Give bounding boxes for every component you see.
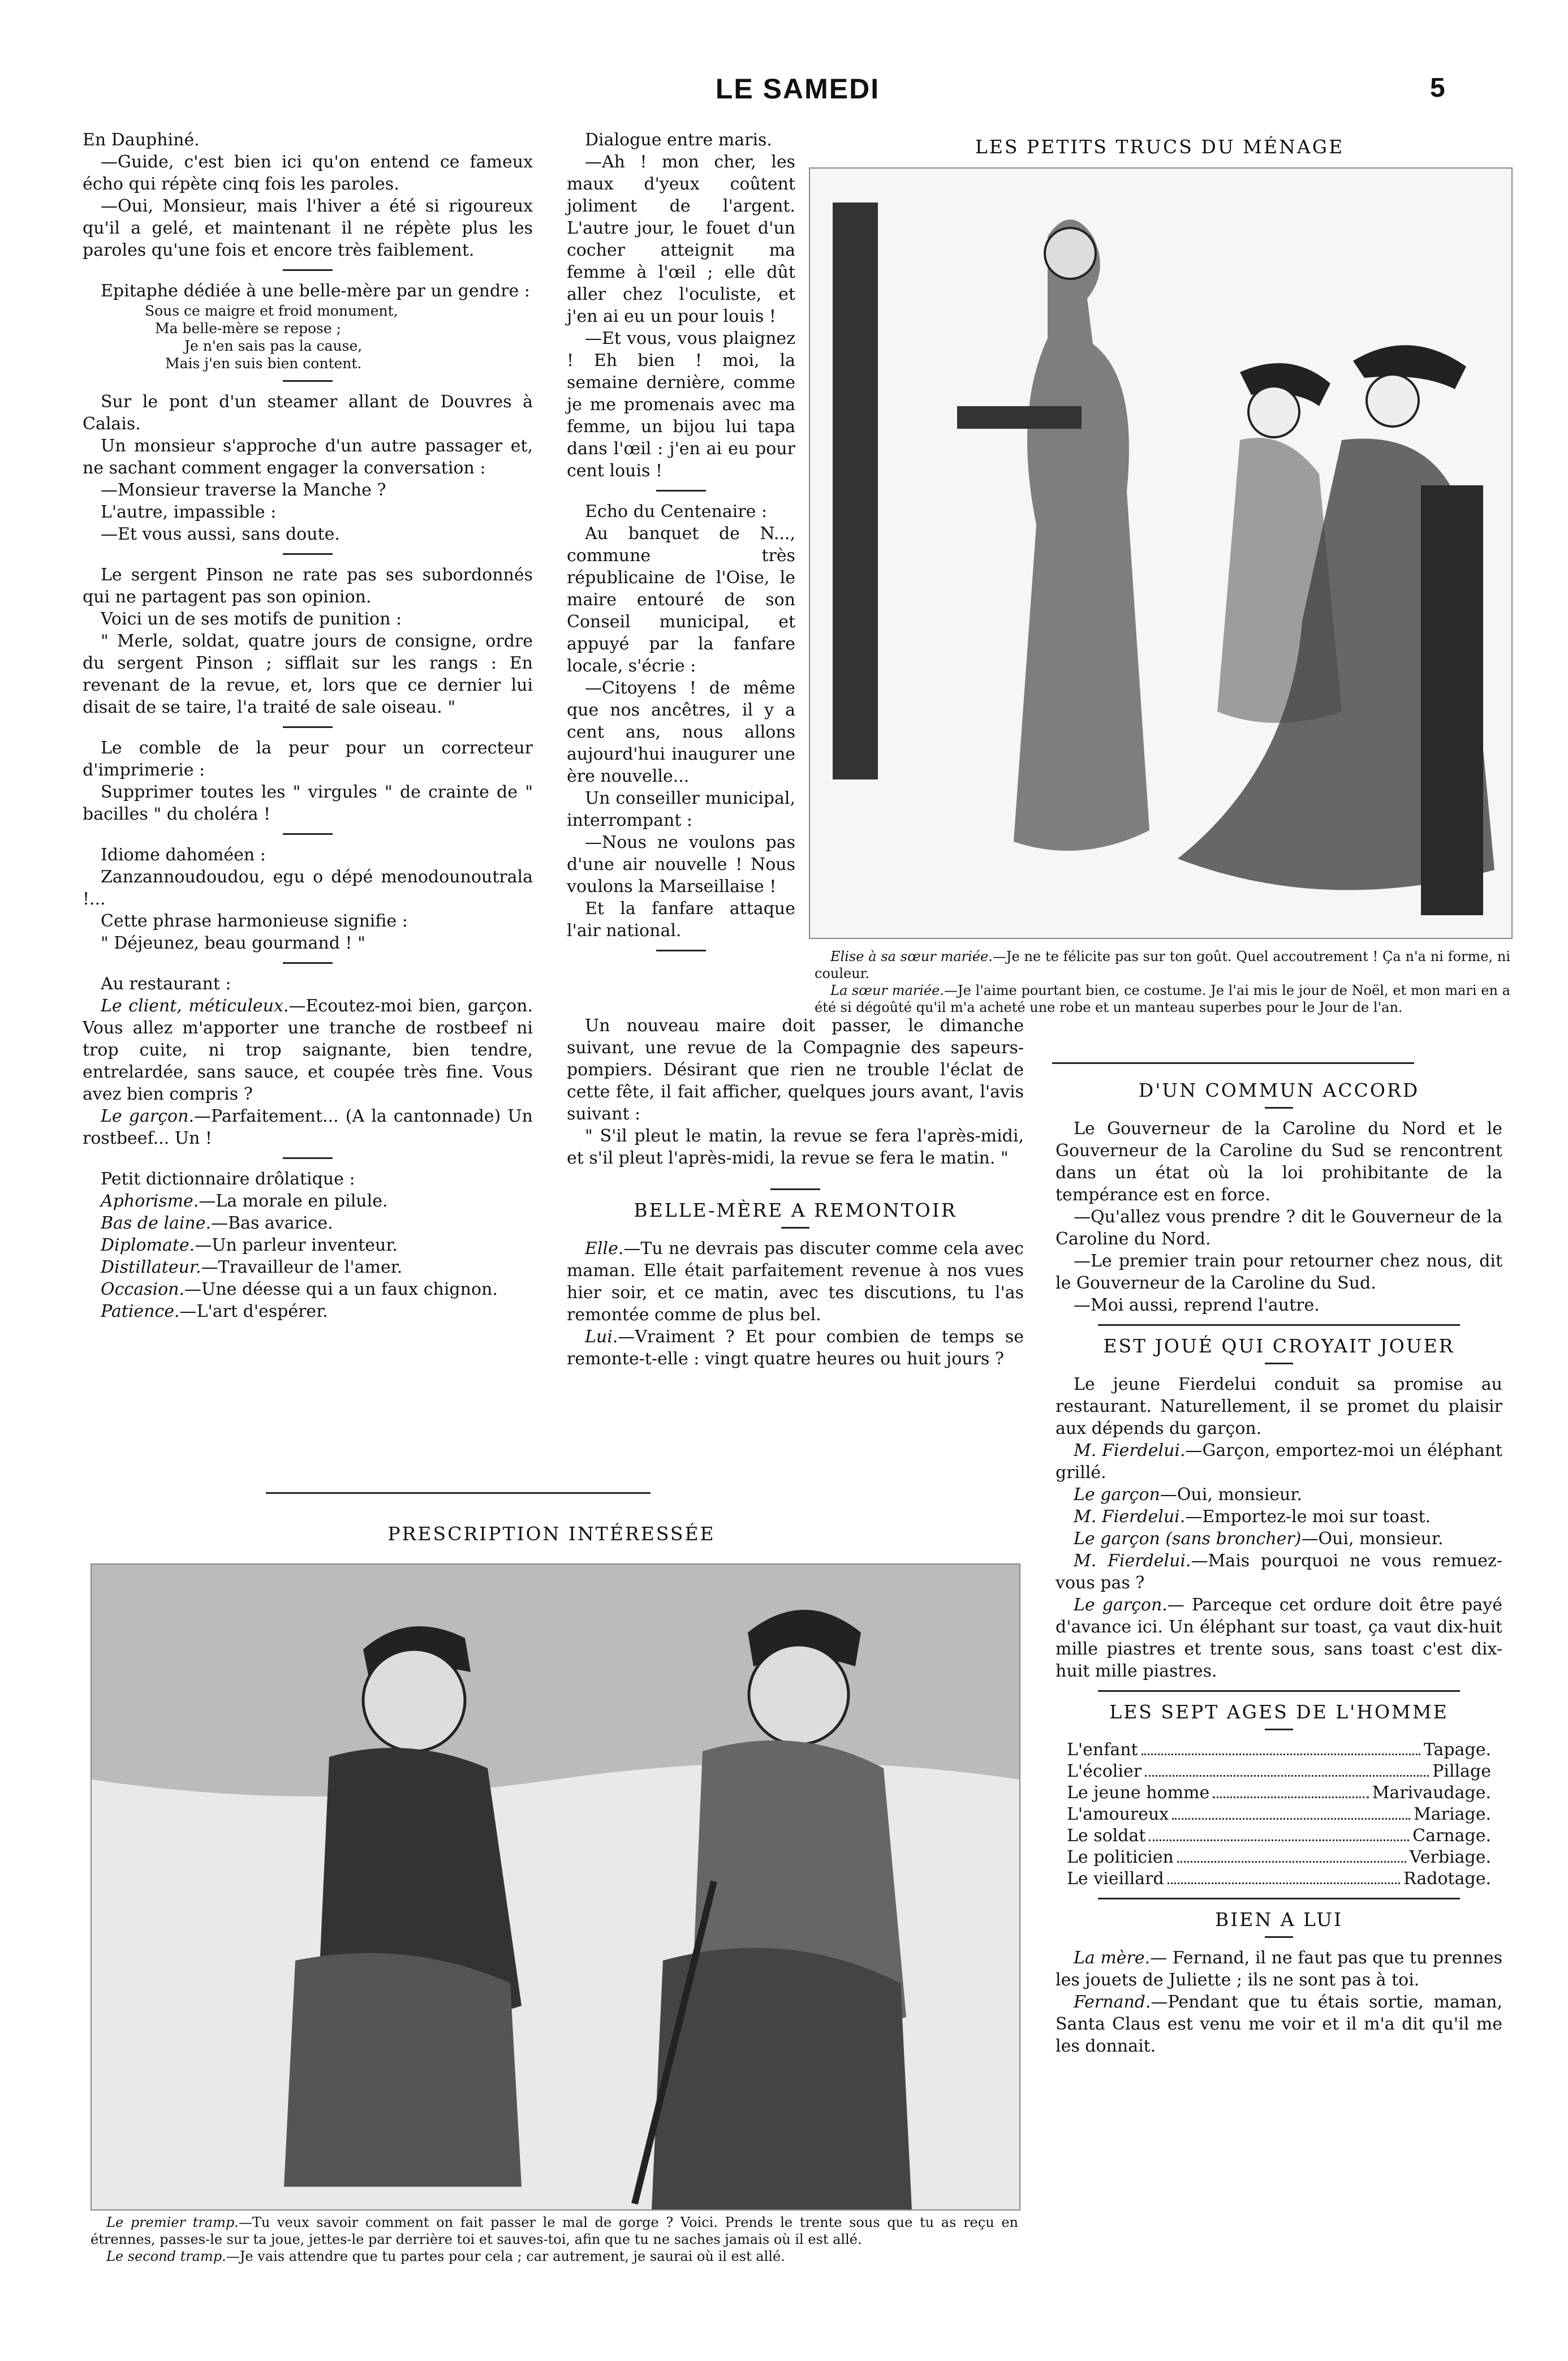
section-title: D'UN COMMUN ACCORD — [1138, 1079, 1420, 1101]
anecdote-paragraph — [83, 995, 533, 1105]
dot-leader — [1168, 1868, 1400, 1884]
speaker: Le second tramp. — [106, 2248, 226, 2264]
anecdote-paragraph: —Guide, c'est bien ici qu'on entend ce fameux écho qui répète cinq fois les paroles. — [83, 152, 533, 194]
anecdote-paragraph: Le sergent Pinson ne rate pas ses subordonnés qui ne partagent pas son opinion. — [83, 565, 533, 607]
dot-leader — [1145, 1761, 1429, 1777]
anecdote-paragraph: " Merle, soldat, quatre jours de consigne, ordre du sergent Pinson ; sifflait sur les rangs : En revenant de la revue, et, lors que ce dernier lui disait de se taire, l'a traité de sale oiseau. " — [83, 631, 533, 717]
dialogue-list — [1056, 1440, 1502, 1682]
divider — [1052, 1062, 1414, 1064]
dialogue-paragraph: —Et vous, vous plaignez ! Eh bien ! moi, la semaine dernière, comme je me promenais avec ma femme, un bijou lui tapa dans l'œil : j'en ai eu pour cent louis ! — [567, 329, 795, 481]
anecdote-paragraph: Au banquet de N..., commune très républicaine de l'Oise, le maire entouré de son Conseil municipal, et appuyé par la fanfare locale, s'écrie : — [567, 524, 795, 676]
caption-text: —Je ne te félicite pas sur ton goût. Quel accoutrement ! Ça n'a ni forme, ni couleur. — [815, 949, 1510, 981]
verse-line: Mais j'en suis bien content. — [165, 355, 362, 372]
dialogue-paragraph — [1056, 1440, 1502, 1484]
anecdote-paragraph: —Citoyens ! de même que nos ancêtres, il y a cent ans, nous allons aujourd'hui inaugurer une ère nouvelle... — [567, 678, 795, 786]
dictionary-entry — [83, 1234, 533, 1256]
dot-leader — [1149, 1825, 1409, 1841]
divider — [770, 1188, 820, 1190]
dictionary-intro: Petit dictionnaire drôlatique : — [101, 1169, 355, 1189]
anecdote-paragraph: Idiome dahoméen : — [101, 845, 266, 865]
age-row — [1067, 1825, 1491, 1847]
speaker: M. Fierdelui. — [1074, 1551, 1191, 1571]
dot-leader — [1177, 1847, 1406, 1863]
age-trait: Verbiage. — [1409, 1847, 1491, 1867]
age-row — [1067, 1847, 1491, 1868]
divider — [1265, 1936, 1293, 1938]
anecdote-paragraph — [83, 1105, 533, 1149]
dialogue-paragraph — [1056, 1484, 1502, 1506]
anecdote-paragraph: En Dauphiné. — [83, 130, 200, 150]
dialogue-text: —Ecoutez-moi bien, garçon. Vous allez m'apporter une tranche de rostbeef ni trop cuite, ni trop saignante, bien tendre, entrelardée, sans sauce, et coupée très fine. Vous avez bien compris ? — [83, 996, 533, 1104]
anecdote-paragraph: " S'il pleut le matin, la revue se fera l'après-midi, et s'il pleut l'après-midi, la revue se fera le matin. " — [567, 1126, 1024, 1168]
dialogue-list — [1056, 1947, 1502, 2057]
speaker: Le premier tramp. — [106, 2214, 239, 2230]
age-row — [1067, 1782, 1491, 1804]
column-1 — [83, 129, 533, 1322]
illustration-menage — [809, 167, 1513, 939]
dialogue-text: —Oui, monsieur. — [1160, 1485, 1302, 1505]
dialogue-paragraph — [1056, 1947, 1502, 1991]
section-title: LES SEPT AGES DE L'HOMME — [1109, 1701, 1449, 1723]
divider — [781, 1227, 809, 1229]
dialogue-text: — Parceque cet ordure doit être payé d'avance ici. Un éléphant sur toast, ça vaut dix-huit mille piastres et trente sous, sans toast c'est dix-huit mille piastres. — [1056, 1595, 1502, 1681]
anecdote-paragraph: Un nouveau maire doit passer, le dimanche suivant, une revue de la Compagnie des sapeurs-pompiers. Désirant que rien ne trouble l'éclat de cette fête, il fait afficher, quelques jours avant, l'avis suivant : — [567, 1016, 1024, 1124]
divider — [283, 380, 333, 382]
dialogue-intro: Dialogue entre maris. — [585, 130, 772, 150]
dialogue-paragraph — [1056, 1550, 1502, 1594]
dialogue-paragraph — [1056, 1506, 1502, 1528]
dialogue-paragraph — [1056, 1594, 1502, 1682]
anecdote-paragraph: Echo du Centenaire : — [585, 502, 768, 522]
dictionary-term: Aphorisme. — [101, 1191, 199, 1211]
speaker: M. Fierdelui. — [1074, 1441, 1186, 1460]
dictionary-term: Distillateur. — [101, 1257, 201, 1277]
section-title: BIEN A LUI — [1214, 1908, 1343, 1931]
caption-line — [815, 948, 1510, 982]
dialogue-text: — Fernand, il ne faut pas que tu prennes les jouets de Juliette ; ils ne sont pas à toi. — [1056, 1948, 1502, 1990]
dictionary-entry — [83, 1300, 533, 1322]
anecdote-paragraph: Sur le pont d'un steamer allant de Douvres à Calais. — [83, 392, 533, 434]
dialogue-text: —Tu ne devrais pas discuter comme cela avec maman. Elle était parfaitement revenue à nos vues hier soir, et ce matin, avec tes discutions, tu l'as remontée comme de plus bel. — [567, 1239, 1024, 1325]
dictionary-term: Diplomate. — [101, 1235, 195, 1255]
age-name: Le soldat — [1067, 1826, 1146, 1846]
speaker: La sœur mariée. — [830, 983, 944, 998]
speaker: Le garçon — [1074, 1485, 1160, 1505]
section-title: EST JOUÉ QUI CROYAIT JOUER — [1103, 1335, 1455, 1357]
caption-line — [815, 982, 1510, 1016]
section-title: BELLE-MÈRE A REMONTOIR — [634, 1199, 957, 1221]
age-trait: Carnage. — [1412, 1826, 1491, 1846]
anecdote-paragraph: Le Gouverneur de la Caroline du Nord et le Gouverneur de la Caroline du Sud se rencontrent dans un état où la loi prohibitante de la tempérance est en force. — [1056, 1119, 1502, 1205]
dialogue-paragraph — [1056, 1528, 1502, 1550]
caption-line — [91, 2248, 1018, 2265]
column-2 — [567, 129, 795, 960]
dialogue-text: —Vraiment ? Et pour combien de temps se remonte-t-elle : vingt quatre heures ou huit jours ? — [567, 1327, 1024, 1369]
dictionary-term: Occasion. — [101, 1279, 184, 1299]
speaker: Fernand. — [1074, 1992, 1151, 2012]
illustration-caption — [91, 2214, 1018, 2265]
anecdote-paragraph: Supprimer toutes les " virgules " de crainte de " bacilles " du choléra ! — [83, 782, 533, 824]
maire-story — [567, 1015, 1024, 1370]
epitaphe-intro: Epitaphe dédiée à une belle-mère par un gendre : — [101, 281, 530, 301]
divider — [1265, 1363, 1293, 1364]
dot-leader — [1172, 1804, 1410, 1820]
anecdote-paragraph: —Oui, Monsieur, mais l'hiver a été si rigoureux qu'il a gelé, et maintenant il ne répète plus les paroles qu'une fois et encore très faiblement. — [83, 196, 533, 260]
anecdote-paragraph: —Qu'allez vous prendre ? dit le Gouverneur de la Caroline du Nord. — [1056, 1207, 1502, 1249]
anecdote-paragraph: —Nous ne voulons pas d'une air nouvelle ! Nous voulons la Marseillaise ! — [567, 833, 795, 897]
speaker: Le garçon. — [101, 1106, 194, 1126]
speaker: M. Fierdelui. — [1074, 1507, 1186, 1527]
verse-line: Je n'en sais pas la cause, — [184, 338, 363, 354]
illustration-title: LES PETITS TRUCS DU MÉNAGE — [975, 136, 1345, 158]
anecdote-paragraph: —Moi aussi, reprend l'autre. — [1074, 1295, 1320, 1315]
speaker: Le client, méticuleux. — [101, 996, 289, 1016]
dictionary-entry — [83, 1212, 533, 1234]
dictionary-entry — [83, 1190, 533, 1212]
age-trait: Radotage. — [1403, 1869, 1491, 1889]
illustration-caption — [815, 948, 1510, 1016]
divider — [1265, 1107, 1293, 1109]
anecdote-paragraph: Le comble de la peur pour un correcteur d'imprimerie : — [83, 738, 533, 780]
divider — [283, 553, 333, 555]
dialogue-paragraph: —Ah ! mon cher, les maux d'yeux coûtent joliment de l'argent. L'autre jour, le fouet d'un cocher atteignit ma femme à l'œil ; elle dût aller chez l'oculiste, et j'en ai eu un pour louis ! — [567, 152, 795, 326]
speaker: Le garçon (sans broncher) — [1074, 1529, 1302, 1549]
divider — [283, 269, 333, 271]
age-name: L'écolier — [1067, 1761, 1142, 1781]
age-row — [1067, 1868, 1491, 1890]
anecdote-paragraph: —Et vous aussi, sans doute. — [101, 524, 340, 544]
divider — [283, 833, 333, 835]
age-trait: Pillage — [1432, 1761, 1491, 1781]
anecdote-paragraph: L'autre, impassible : — [101, 502, 277, 522]
dot-leader — [1213, 1782, 1368, 1798]
dictionary-definition: —Travailleur de l'amer. — [201, 1257, 403, 1277]
dialogue-text: —Emportez-le moi sur toast. — [1185, 1507, 1431, 1527]
divider — [1098, 1898, 1460, 1899]
age-trait: Marivaudage. — [1372, 1783, 1491, 1803]
dialogue-paragraph — [1056, 1991, 1502, 2057]
age-name: L'enfant — [1067, 1740, 1138, 1760]
divider — [656, 490, 706, 492]
speaker: Elle. — [585, 1239, 624, 1259]
dialogue-paragraph — [567, 1326, 1024, 1370]
age-name: Le vieillard — [1067, 1869, 1164, 1889]
dialogue-text: —Pendant que tu étais sortie, maman, Santa Claus est venu me voir et il m'a dit qu'il me les donnait. — [1056, 1992, 1502, 2056]
dictionary-entry — [83, 1256, 533, 1278]
divider — [1265, 1729, 1293, 1730]
speaker: Le garçon. — [1074, 1595, 1168, 1615]
anecdote-paragraph: Un conseiller municipal, interrompant : — [567, 789, 795, 830]
age-name: L'amoureux — [1067, 1804, 1169, 1824]
anecdote-paragraph: Et la fanfare attaque l'air national. — [567, 899, 795, 941]
age-row — [1067, 1804, 1491, 1825]
dialogue-text: —Parfaitement... (A la cantonnade) Un rostbeef... Un ! — [83, 1106, 533, 1148]
tramps-scene-drawing — [92, 1565, 1019, 2209]
age-row — [1067, 1739, 1491, 1761]
anecdote-paragraph: Un monsieur s'approche d'un autre passager et, ne sachant comment engager la conversation : — [83, 436, 533, 478]
speaker: Elise à sa sœur mariée. — [830, 949, 993, 964]
caption-text: —Tu veux savoir comment on fait passer le mal de gorge ? Voici. Prends le trente sous que tu as reçu en étrennes, passes-le sur ta joue, jettes-le par derrière toi et sauves-toi, afin que tu ne saches jamais où il est allé. — [91, 2214, 1018, 2247]
divider — [1098, 1690, 1460, 1692]
divider — [1098, 1324, 1460, 1326]
divider — [656, 950, 706, 951]
age-trait: Mariage. — [1414, 1804, 1491, 1824]
dictionary-definition: —La morale en pilule. — [199, 1191, 388, 1211]
age-row — [1067, 1761, 1491, 1782]
verse-line: Ma belle-mère se repose ; — [155, 320, 342, 337]
illustration-tramps — [91, 1563, 1020, 2211]
verse-line: Sous ce maigre et froid monument, — [145, 303, 398, 319]
dictionary-definition: —Bas avarice. — [211, 1213, 333, 1233]
divider — [266, 1492, 651, 1494]
page-number: 5 — [1430, 73, 1445, 103]
masthead-title: LE SAMEDI — [715, 73, 880, 105]
women-scene-drawing — [810, 169, 1511, 938]
speaker: Lui. — [585, 1327, 618, 1347]
dictionary-definition: —Un parleur inventeur. — [195, 1235, 398, 1255]
anecdote-paragraph: Le jeune Fierdelui conduit sa promise au restaurant. Naturellement, il se promet du plaisir aux dépends du garçon. — [1056, 1375, 1502, 1438]
caption-text: —Je l'aime pourtant bien, ce costume. Je l'ai mis le jour de Noël, et mon mari en a été si dégoûté qu'il m'a acheté une robe et un manteau superbes pour le Jour de l'an. — [815, 983, 1510, 1015]
anecdote-paragraph: —Monsieur traverse la Manche ? — [101, 480, 386, 500]
dictionary-definition: —L'art d'espérer. — [179, 1302, 328, 1321]
anecdote-paragraph: Voici un de ses motifs de punition : — [101, 609, 402, 629]
dictionary-term: Bas de laine. — [101, 1213, 212, 1233]
illustration-title: PRESCRIPTION INTÉRESSÉE — [387, 1523, 716, 1545]
dialogue-text: —Mais pourquoi ne vous remuez-vous pas ? — [1056, 1551, 1502, 1593]
dictionary-definition: —Une déesse qui a un faux chignon. — [184, 1279, 498, 1299]
epitaphe-verse — [83, 302, 533, 372]
ages-list — [1056, 1739, 1502, 1890]
column-3 — [1056, 1075, 1502, 2057]
age-trait: Tapage. — [1423, 1740, 1491, 1760]
dictionary-list — [83, 1190, 533, 1322]
divider — [283, 726, 333, 728]
dialogue-text: —Oui, monsieur. — [1301, 1529, 1444, 1549]
anecdote-paragraph: " Déjeunez, beau gourmand ! " — [101, 933, 365, 953]
divider — [283, 962, 333, 964]
anecdote-paragraph: Au restaurant : — [101, 974, 231, 994]
caption-line — [91, 2214, 1018, 2248]
age-name: Le politicien — [1067, 1847, 1174, 1867]
caption-text: —Je vais attendre que tu partes pour cela ; car autrement, je saurai où il est allé. — [226, 2248, 785, 2264]
divider — [283, 1157, 333, 1159]
speaker: La mère. — [1074, 1948, 1151, 1968]
anecdote-paragraph: Cette phrase harmonieuse signifie : — [101, 911, 408, 931]
age-name: Le jeune homme — [1067, 1783, 1210, 1803]
anecdote-paragraph: —Le premier train pour retourner chez nous, dit le Gouverneur de la Caroline du Sud. — [1056, 1251, 1502, 1293]
dictionary-term: Patience. — [101, 1302, 180, 1321]
dialogue-text: —Garçon, emportez-moi un éléphant grillé. — [1056, 1441, 1502, 1483]
dialogue-paragraph — [567, 1238, 1024, 1326]
dot-leader — [1141, 1739, 1420, 1755]
dictionary-entry — [83, 1278, 533, 1300]
anecdote-paragraph: Zanzannoudoudou, egu o dépé menodounoutrala !... — [83, 867, 533, 909]
